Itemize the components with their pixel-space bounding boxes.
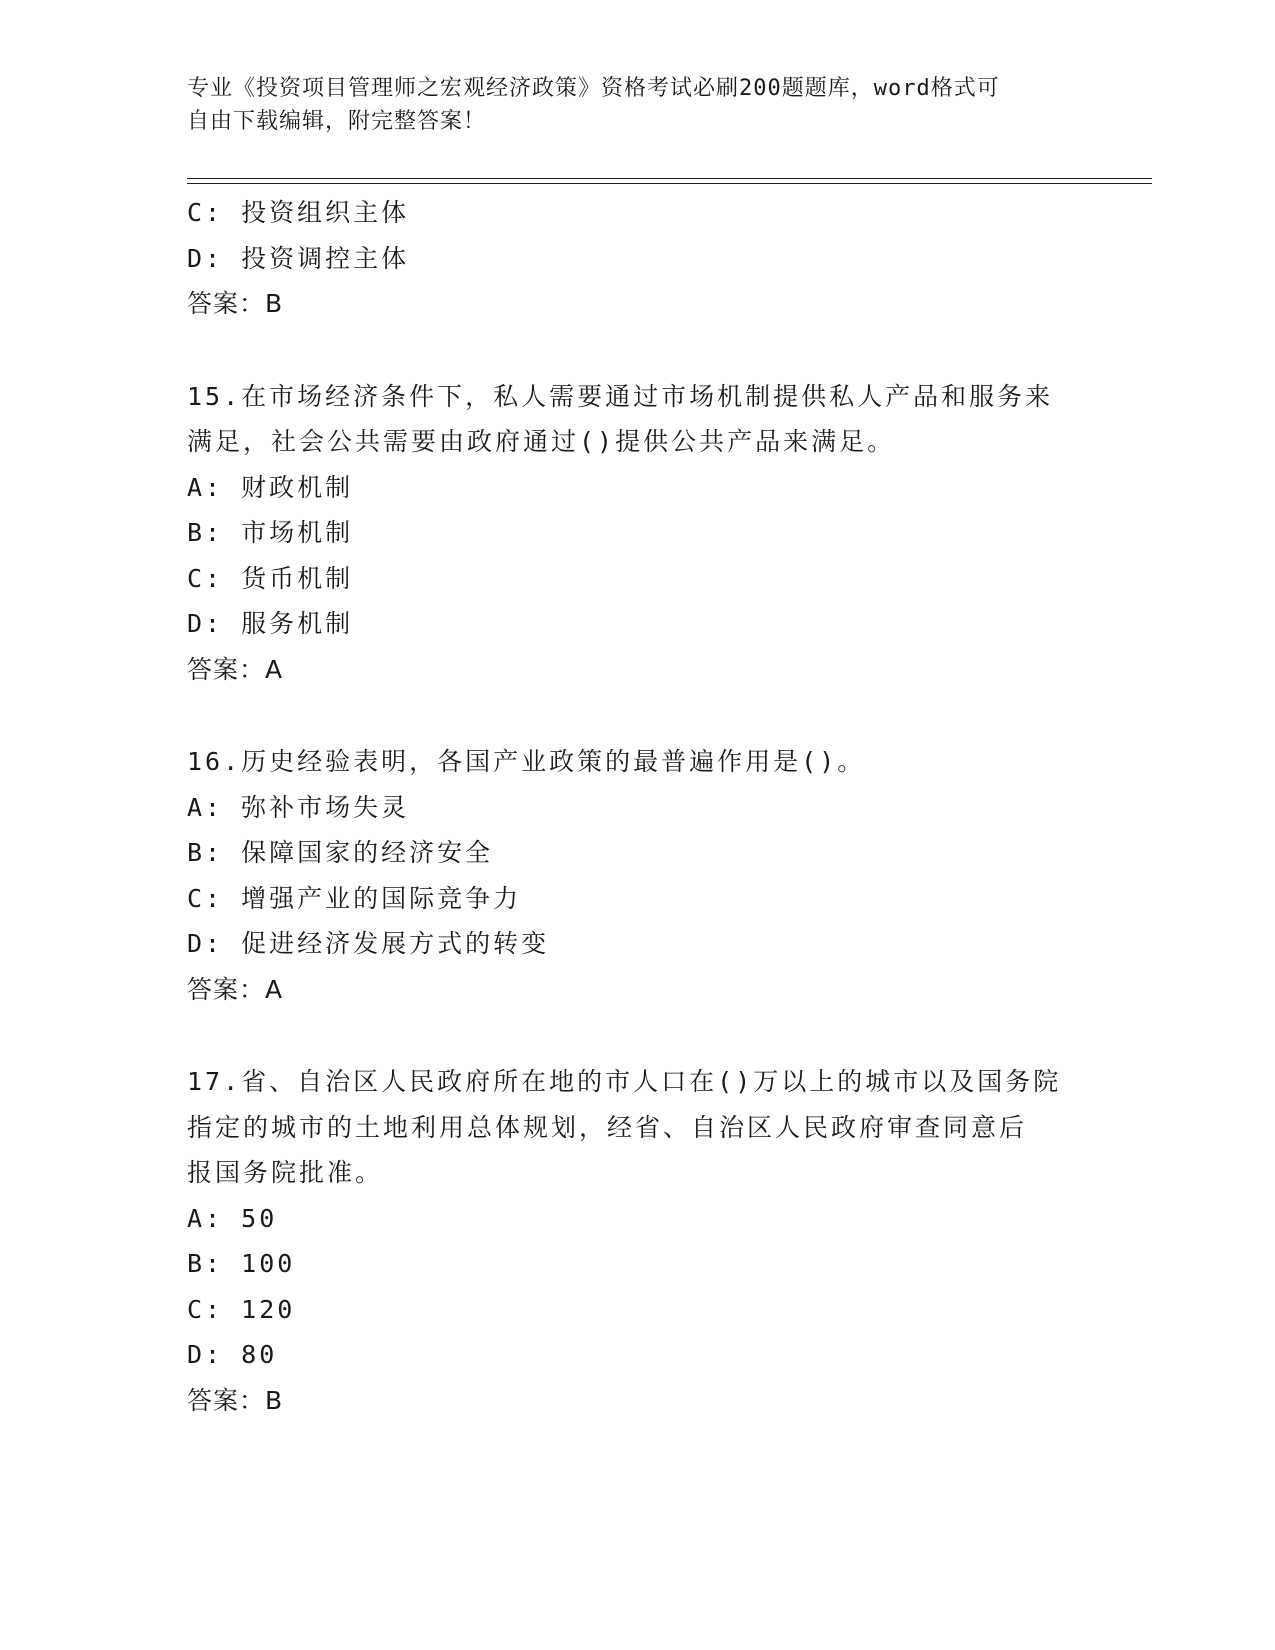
header-divider-top [187, 178, 1152, 179]
question-17 [187, 1059, 1087, 1423]
option-text: 120 [241, 1294, 296, 1324]
option-b [187, 510, 1087, 556]
question-text: 省、自治区人民政府所在地的市人口在()万以上的城市以及国务院 [241, 1067, 1062, 1096]
option-c [187, 1287, 1087, 1333]
option-d [187, 921, 1087, 967]
question-stem-line-1 [187, 1059, 1087, 1105]
answer-label: 答案： [187, 289, 266, 318]
question-text: 历史经验表明，各国产业政策的最普遍作用是()。 [241, 747, 866, 776]
question-16 [187, 739, 1087, 1012]
answer-value: B [265, 289, 284, 318]
question-gap [187, 692, 1087, 739]
option-text: 增强产业的国际竞争力 [241, 883, 522, 913]
option-label: C: [187, 198, 224, 227]
question-stem-line-2: 满足，社会公共需要由政府通过()提供公共产品来满足。 [187, 427, 896, 456]
answer-line [187, 1378, 1087, 1424]
document-header [187, 72, 1067, 138]
option-text: 财政机制 [241, 472, 354, 502]
option-text: 货币机制 [241, 563, 354, 593]
question-stem-line-2: 指定的城市的土地利用总体规划，经省、自治区人民政府审查同意后 [187, 1112, 1028, 1142]
option-text: 投资调控主体 [241, 243, 410, 273]
option-label: A: [187, 792, 224, 822]
option-label: B: [187, 518, 224, 547]
question-stem-line-1 [187, 739, 1087, 785]
option-a [187, 1196, 1087, 1242]
option-d [187, 601, 1087, 647]
option-label: A: [187, 472, 224, 502]
answer-line [187, 967, 1087, 1013]
option-text: 100 [241, 1249, 296, 1278]
question-number: 15. [187, 381, 242, 411]
option-text: 50 [241, 1203, 278, 1233]
question-14-continued [187, 190, 1087, 327]
question-stem-line-3: 报国务院批准。 [187, 1158, 384, 1187]
option-text: 80 [241, 1340, 278, 1369]
question-number: 17. [187, 1067, 242, 1096]
question-gap [187, 327, 1087, 374]
option-label: C: [187, 1294, 224, 1324]
option-label: B: [187, 838, 224, 867]
option-a [187, 465, 1087, 511]
option-text: 服务机制 [241, 609, 354, 638]
answer-value: A [265, 654, 284, 684]
option-label: D: [187, 1340, 224, 1369]
option-a [187, 785, 1087, 831]
header-divider-bottom [187, 183, 1152, 184]
option-label: A: [187, 1203, 224, 1233]
answer-line [187, 281, 1087, 327]
answer-line [187, 647, 1087, 693]
option-text: 促进经济发展方式的转变 [241, 929, 550, 958]
question-gap [187, 1012, 1087, 1059]
option-text: 投资组织主体 [241, 198, 410, 227]
option-label: D: [187, 609, 224, 638]
answer-label: 答案： [187, 654, 266, 684]
option-label: D: [187, 929, 224, 958]
question-stem-line-1 [187, 374, 1087, 420]
option-text: 市场机制 [241, 518, 354, 547]
question-list [187, 190, 1087, 1423]
option-label: D: [187, 243, 224, 273]
header-line-2: 自由下载编辑，附完整答案！ [187, 109, 487, 134]
option-d [187, 236, 1087, 282]
option-c [187, 876, 1087, 922]
answer-label: 答案： [187, 1385, 266, 1415]
header-line-1: 专业《投资项目管理师之宏观经济政策》资格考试必刷200题题库，word格式可 [187, 76, 1000, 101]
option-label: C: [187, 883, 224, 913]
option-c [187, 556, 1087, 602]
option-label: B: [187, 1249, 224, 1278]
answer-value: B [265, 1385, 284, 1415]
answer-label: 答案： [187, 974, 266, 1004]
option-b [187, 830, 1087, 876]
question-15 [187, 374, 1087, 693]
option-d [187, 1332, 1087, 1378]
option-c [187, 190, 1087, 236]
question-text: 在市场经济条件下，私人需要通过市场机制提供私人产品和服务来 [241, 381, 1054, 411]
answer-value: A [265, 974, 284, 1004]
option-text: 保障国家的经济安全 [241, 838, 494, 867]
option-text: 弥补市场失灵 [241, 792, 410, 822]
option-label: C: [187, 563, 224, 593]
option-b [187, 1241, 1087, 1287]
question-number: 16. [187, 747, 242, 776]
